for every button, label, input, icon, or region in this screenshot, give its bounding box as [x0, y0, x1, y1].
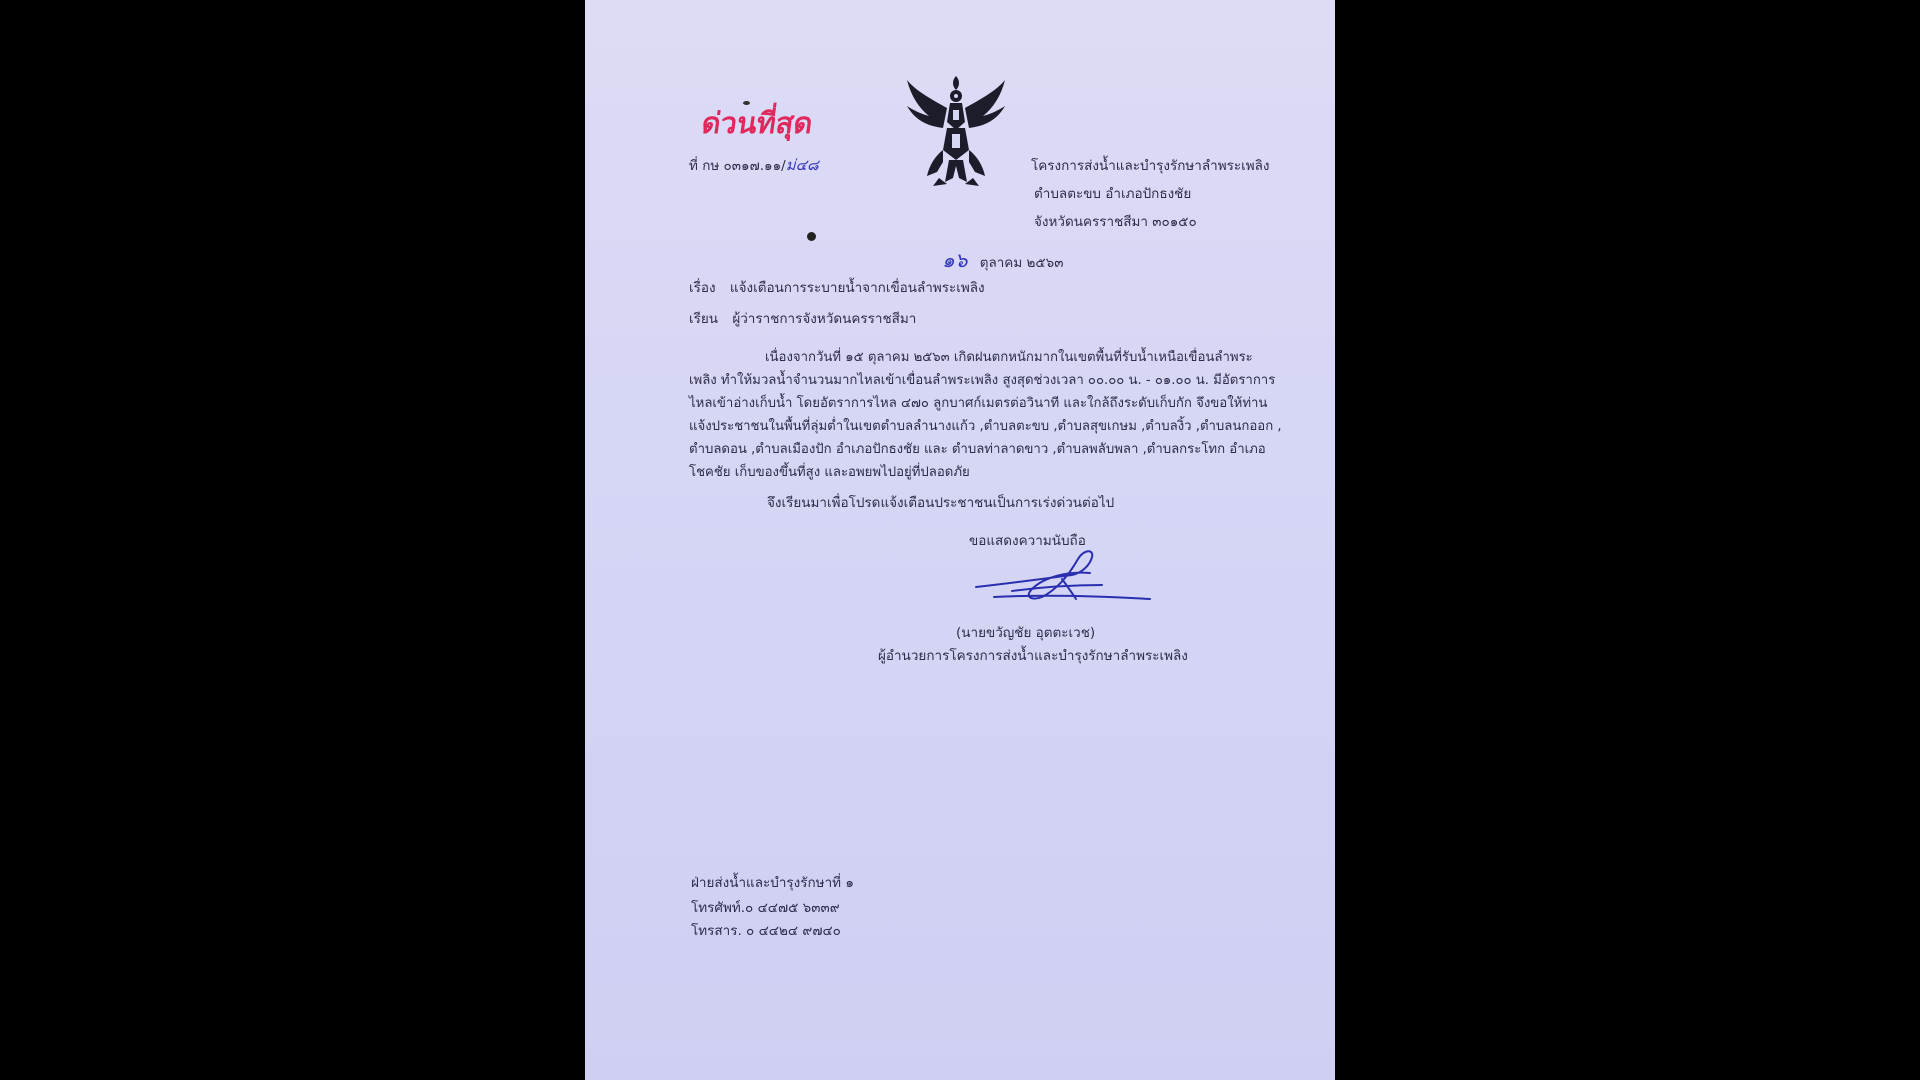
subject-text: แจ้งเตือนการระบายน้ำจากเขื่อนลำพระเพลิง	[729, 280, 985, 296]
body-line: ไหลเข้าอ่างเก็บน้ำ โดยอัตราการไหล ๔๗๐ ลูกบาศก์เมตรต่อวินาที และใกล้ถึงระดับเก็บกัก จึงขอให้ท่าน	[689, 396, 1268, 411]
footer-fax: โทรสาร. ๐ ๔๔๒๔ ๙๗๔๐	[691, 923, 841, 939]
handwritten-signature-icon	[972, 545, 1152, 615]
org-address-line-1: ตำบลตะขบ อำเภอปักธงชัย	[1034, 186, 1192, 202]
ink-mark	[807, 232, 816, 241]
body-line: เพลิง ทำให้มวลน้ำจำนวนมากไหลเข้าเขื่อนลำพระเพลิง สูงสุดช่วงเวลา ๐๐.๐๐ น. - ๐๑.๐๐ น. มีอัตราการ	[689, 373, 1276, 388]
urgency-stamp: ด่วนที่สุด	[699, 106, 815, 140]
body-line: แจ้งประชาชนในพื้นที่ลุ่มต่ำในเขตตำบลลำนางแก้ว ,ตำบลตะขบ ,ตำบลสุขเกษม ,ตำบลงิ้ว ,ตำบลนกออก ,	[689, 419, 1282, 434]
complimentary-close: ขอแสดงความนับถือ	[969, 533, 1086, 549]
recipient-text: ผู้ว่าราชการจังหวัดนครราชสีมา	[732, 311, 917, 327]
letter-date	[942, 250, 1063, 271]
footer-phone: โทรศัพท์.๐ ๔๔๗๕ ๖๓๓๙	[691, 900, 840, 916]
body-line: เนื่องจากวันที่ ๑๕ ตุลาคม ๒๕๖๓ เกิดฝนตกหนักมากในเขตพื้นที่รับน้ำเหนือเขื่อนลำพระ	[765, 350, 1253, 365]
recipient-label: เรียน	[689, 311, 719, 327]
body-line: ตำบลดอน ,ตำบลเมืองปัก อำเภอปักธงชัย และ ตำบลท่าลาดขาว ,ตำบลพลับพลา ,ตำบลกระโทก อำเภอ	[689, 442, 1266, 457]
footer-department: ฝ่ายส่งน้ำและบำรุงรักษาที่ ๑	[691, 875, 854, 891]
recipient-line	[689, 313, 916, 327]
date-day-handwritten: ๑๖	[942, 248, 968, 272]
doc-number-prefix: ที่ กษ ๐๓๑๗.๑๑/	[689, 158, 786, 174]
letter-page	[585, 0, 1335, 1080]
doc-number-handwritten: ม่๔๘	[785, 156, 819, 174]
body-line: โชคชัย เก็บของขึ้นที่สูง และอพยพไปอยู่ที่ปลอดภัย	[689, 465, 970, 480]
subject-label: เรื่อง	[689, 280, 716, 296]
org-address-line-2: จังหวัดนครราชสีมา ๓๐๑๕๐	[1034, 214, 1197, 230]
garuda-emblem-icon	[903, 70, 1009, 188]
signatory-name: (นายขวัญชัย อุตตะเวช)	[956, 625, 1096, 641]
signatory-position: ผู้อำนวยการโครงการส่งน้ำและบำรุงรักษาลำพระเพลิง	[878, 648, 1188, 664]
subject-line	[689, 282, 985, 296]
closing-request: จึงเรียนมาเพื่อโปรดแจ้งเตือนประชาชนเป็นการเร่งด่วนต่อไป	[767, 495, 1115, 511]
org-name: โครงการส่งน้ำและบำรุงรักษาลำพระเพลิง	[1031, 158, 1270, 174]
body-paragraph	[689, 346, 1282, 486]
date-month-year: ตุลาคม ๒๕๖๓	[979, 255, 1064, 271]
doc-number	[689, 158, 819, 174]
ink-mark	[743, 101, 750, 105]
